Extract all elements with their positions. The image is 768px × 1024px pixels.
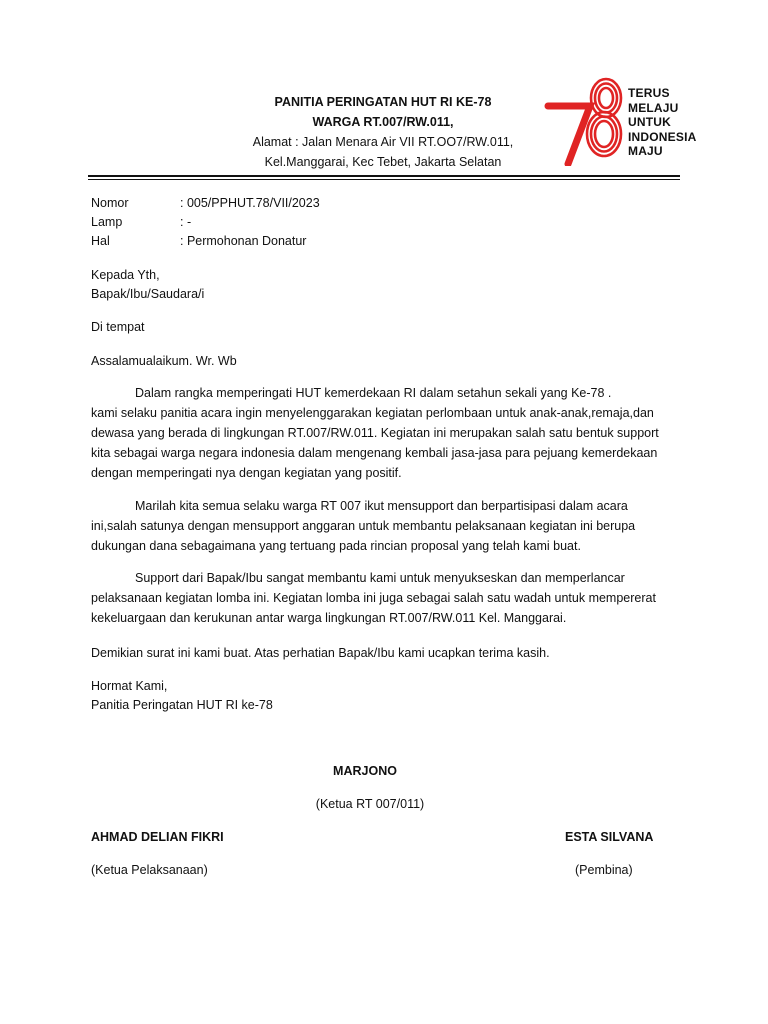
logo-tagline-line: MELAJU [628, 100, 679, 115]
closing-line: Demikian surat ini kami buat. Atas perhatian Bapak/Ibu kami ucapkan terima kasih. [91, 646, 550, 660]
paragraph-2 [91, 499, 681, 559]
paragraph-line: ini,salah satunya dengan mensupport anggaran untuk membantu pelaksanaan kegiatan ini berupa [91, 519, 636, 533]
recipient-line1: Kepada Yth, [91, 268, 160, 282]
paragraph-line: dukungan dana sebagaimana yang tertuang pada rincian proposal yang telah kami buat. [91, 539, 581, 553]
logo-tagline-line: TERUS [628, 86, 670, 100]
paragraph-line: kami selaku panitia acara ingin menyelenggarakan kegiatan perlombaan untuk anak-anak,remaja,dan [91, 406, 654, 420]
paragraph-line: kekeluargaan dan kerukunan antar warga lingkungan RT.007/RW.011 Kel. Manggarai. [91, 611, 567, 625]
letterhead-address-line2: Kel.Manggarai, Kec Tebet, Jakarta Selatan [264, 155, 502, 169]
hal-label: Hal [91, 234, 110, 248]
paragraph-line: Support dari Bapak/Ibu sangat membantu kami untuk menyukseskan dan memperlancar [135, 571, 625, 585]
paragraph-line: dewasa yang berada di lingkungan RT.007/RW.011. Kegiatan ini merupakan salah satu bentuk support [91, 426, 659, 440]
hal-value: : Permohonan Donatur [180, 234, 307, 248]
closing-regards: Hormat Kami, [91, 679, 168, 693]
logo-tagline [628, 86, 696, 159]
paragraph-line: dengan memperingati nya dengan kegiatan yang positif. [91, 466, 402, 480]
letterhead-title: PANITIA PERINGATAN HUT RI KE-78 [274, 95, 492, 109]
letterhead-subtitle: WARGA RT.007/RW.011, [312, 115, 454, 129]
paragraph-line: Marilah kita semua selaku warga RT 007 ikut mensupport dan berpartisipasi dalam acara [135, 499, 628, 513]
left-signatory-name: AHMAD DELIAN FIKRI [91, 830, 224, 844]
recipient-place: Di tempat [91, 320, 145, 334]
paragraph-line: pelaksanaan kegiatan lomba ini. Kegiatan lomba ini juga sebagai salah satu wadah untuk mempererat [91, 591, 656, 605]
recipient-line2: Bapak/Ibu/Saudara/i [91, 287, 205, 301]
nomor-value: : 005/PPHUT.78/VII/2023 [180, 196, 320, 210]
right-signatory-role: (Pembina) [575, 863, 633, 877]
letterhead-rule-thin [88, 179, 680, 180]
lamp-value: : - [180, 215, 192, 229]
paragraph-line: kita sebagai warga negara indonesia dalam mengenang kembali jasa-jasa para pejuang kemerdekaan [91, 446, 658, 460]
logo-tagline-line: UNTUK [628, 115, 671, 129]
left-signatory-role: (Ketua Pelaksanaan) [91, 863, 208, 877]
chair-role: (Ketua RT 007/011) [315, 797, 425, 811]
lamp-label: Lamp [91, 215, 123, 229]
right-signatory-name: ESTA SILVANA [565, 830, 654, 844]
letterhead-rule-thick [88, 175, 680, 177]
greeting: Assalamualaikum. Wr. Wb [91, 354, 237, 368]
closing-org: Panitia Peringatan HUT RI ke-78 [91, 698, 273, 712]
paragraph-1 [91, 386, 681, 486]
logo-tagline-line: MAJU [628, 144, 663, 158]
nomor-label: Nomor [91, 196, 129, 210]
paragraph-line: Dalam rangka memperingati HUT kemerdekaan RI dalam setahun sekali yang Ke-78 . [135, 386, 612, 400]
chair-name: MARJONO [333, 764, 397, 778]
logo-tagline-line: INDONESIA [628, 129, 697, 144]
paragraph-3 [91, 571, 681, 631]
letterhead-address-line1: Alamat : Jalan Menara Air VII RT.OO7/RW.011, [252, 135, 514, 149]
